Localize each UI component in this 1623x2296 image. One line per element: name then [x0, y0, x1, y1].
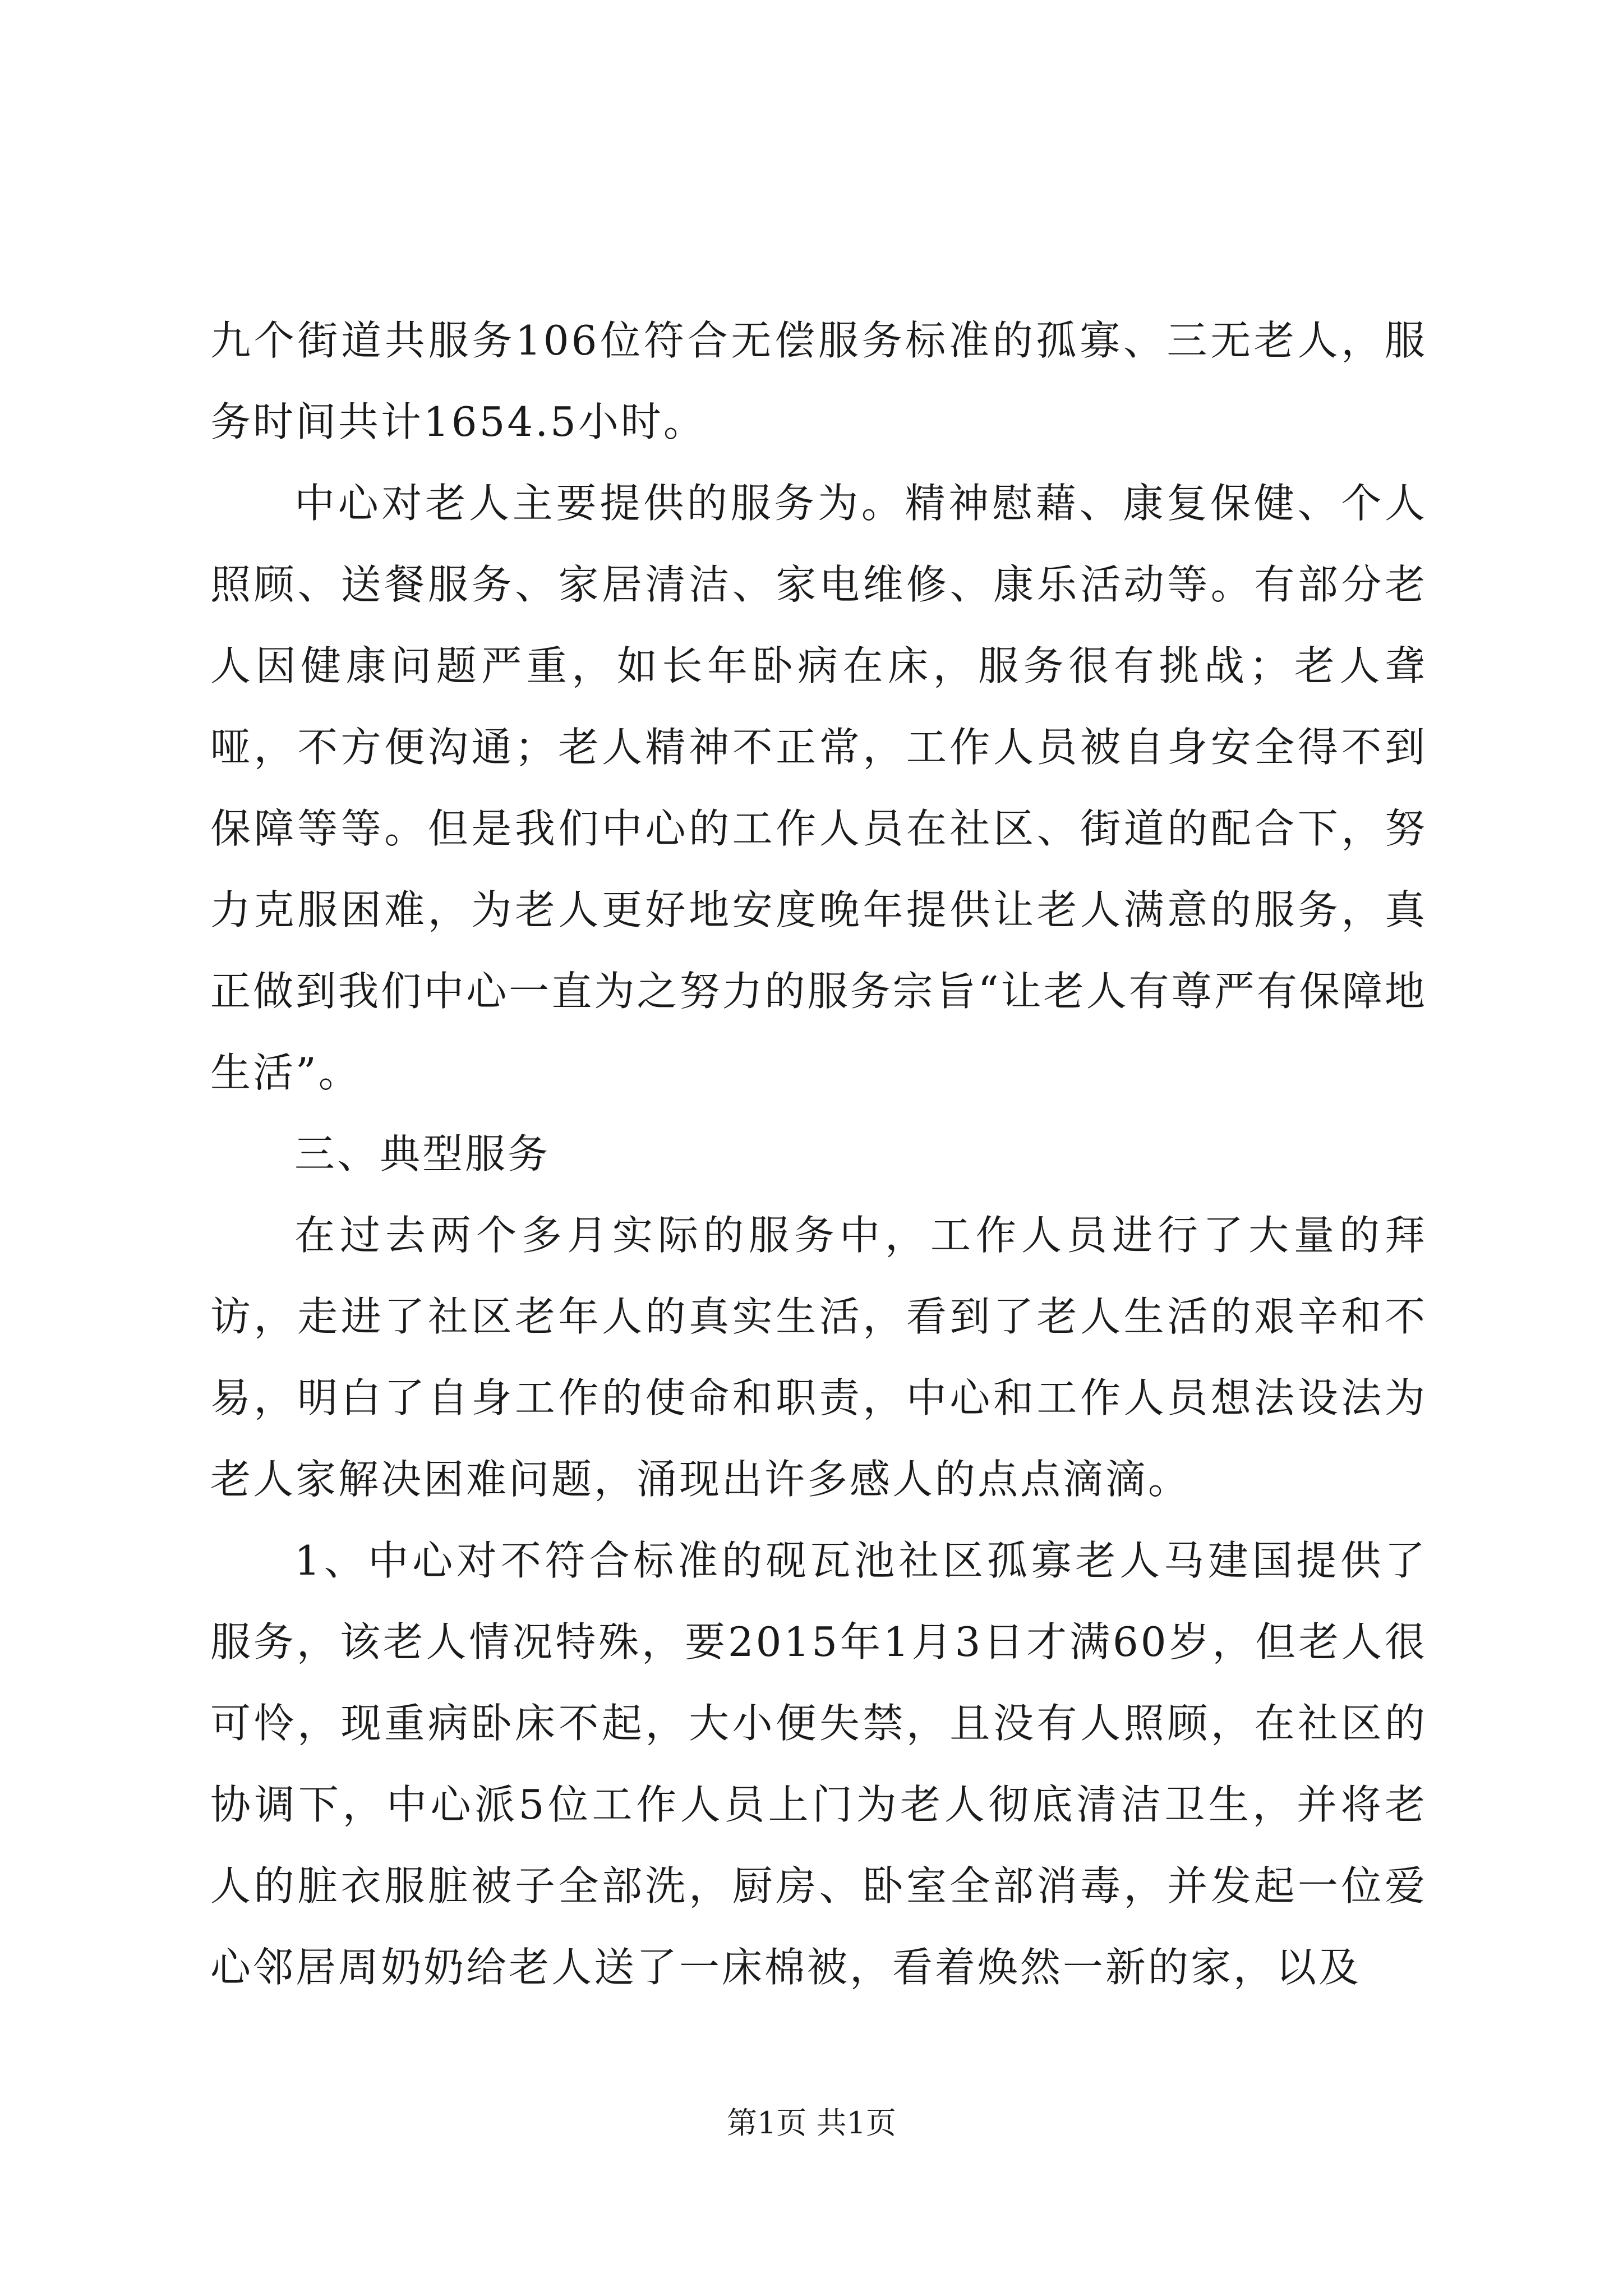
- section-heading: 三、典型服务: [294, 1130, 551, 1177]
- document-body: [210, 300, 1427, 2008]
- paragraph-2: 中心对老人主要提供的服务为。精神慰藉、康复保健、个人照顾、送餐服务、家居清洁、家电维修、康乐活动等。有部分老人因健康问题严重，如长年卧病在床，服务很有挑战；老人聋哑，不方便沟通；老人精神不正常，工作人员被自身安全得不到保障等等。但是我们中心的工作人员在社区、街道的配合下，努力克服困难，为老人更好地安度晚年提供让老人满意的服务，真正做到我们中心一直为之努力的服务宗旨“让老人有尊严有保障地生活”。: [210, 480, 1427, 1096]
- page-footer: 第1页 共1页: [727, 2105, 896, 2141]
- paragraph-3: 在过去两个多月实际的服务中，工作人员进行了大量的拜访，走进了社区老年人的真实生活，看到了老人生活的艰辛和不易，明白了自身工作的使命和职责，中心和工作人员想法设法为老人家解决困难问题，涌现出许多感人的点点滴滴。: [210, 1212, 1427, 1503]
- paragraph-4: 1、中心对不符合标准的砚瓦池社区孤寡老人马建国提供了服务，该老人情况特殊，要2015年1月3日才满60岁，但老人很可怜，现重病卧床不起，大小便失禁，且没有人照顾，在社区的协调下，中心派5位工作人员上门为老人彻底清洁卫生，并将老人的脏衣服脏被子全部洗，厨房、卧室全部消毒，并发起一位爱心邻居周奶奶给老人送了一床棉被，看着焕然一新的家，以及: [210, 1537, 1427, 1991]
- paragraph-1: 九个街道共服务106位符合无偿服务标准的孤寡、三无老人，服务时间共计1654.5小时。: [210, 317, 1427, 445]
